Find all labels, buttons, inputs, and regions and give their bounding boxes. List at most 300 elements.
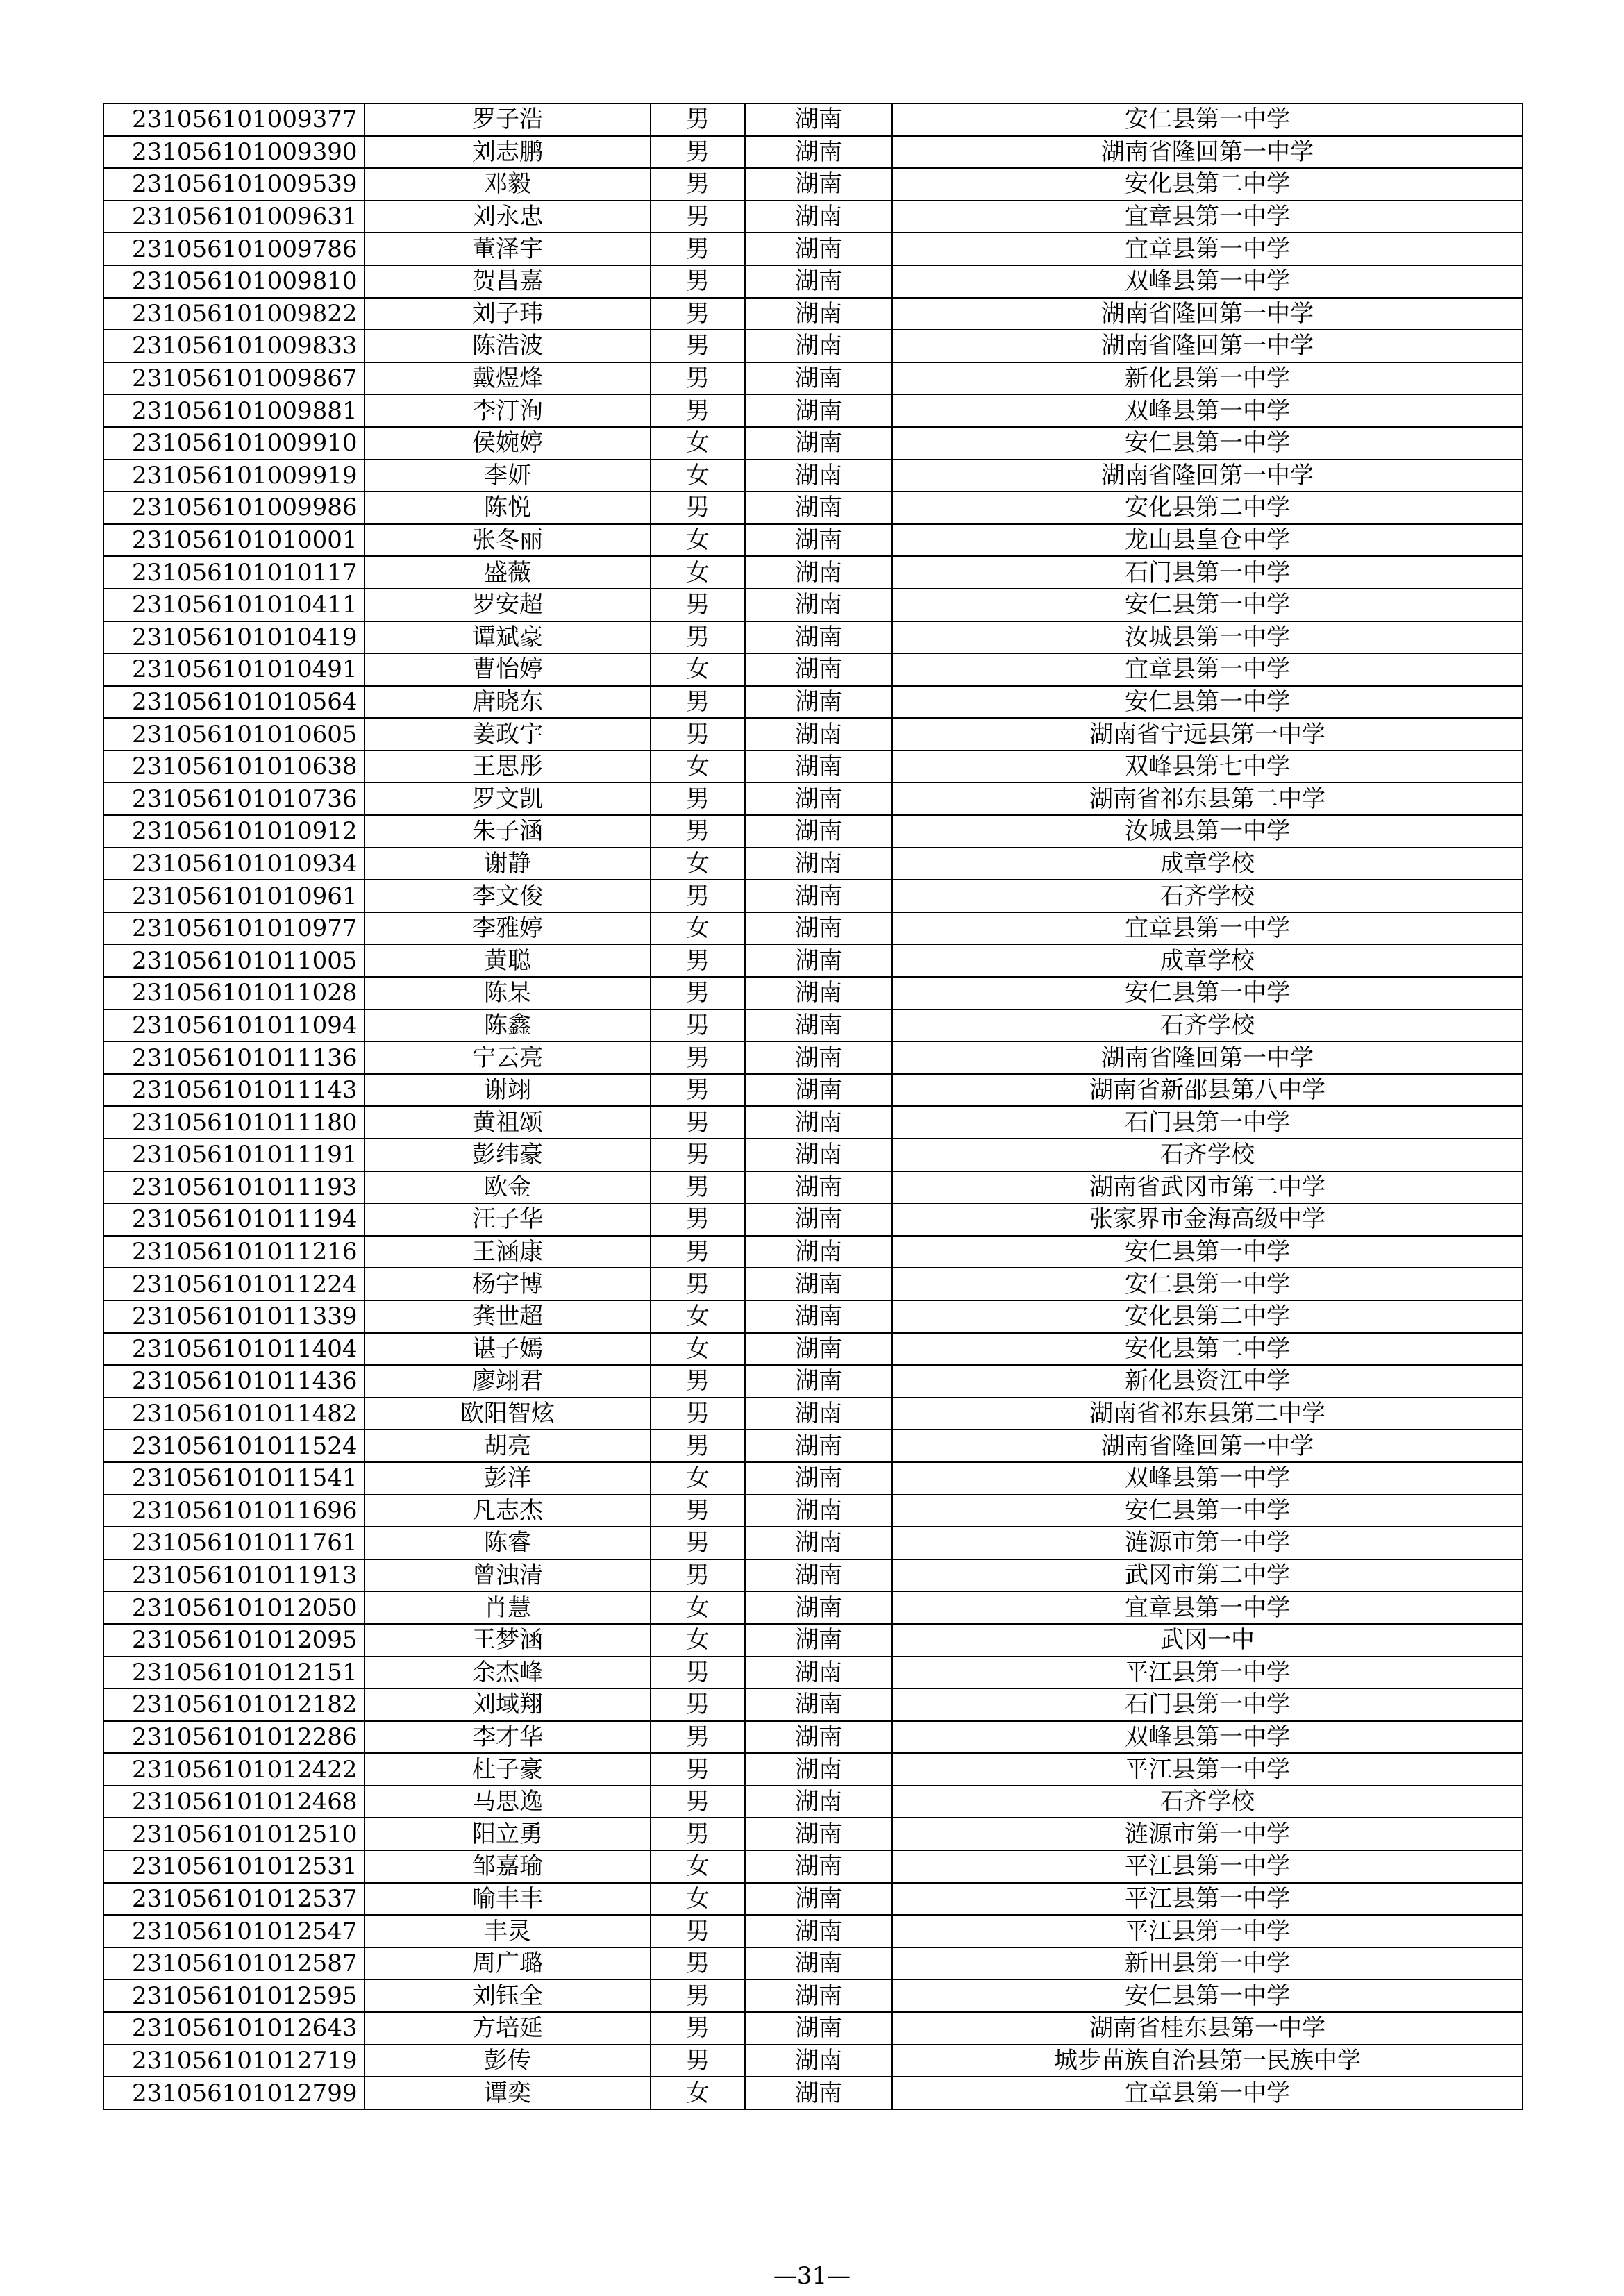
table-row: [103, 265, 1523, 298]
gender-cell: 女: [651, 460, 745, 492]
province-cell: 湖南: [745, 2012, 892, 2045]
table-row: [103, 751, 1523, 783]
province-cell: 湖南: [745, 2045, 892, 2077]
province-cell: 湖南: [745, 1689, 892, 1721]
candidate-id-cell: 231056101010564: [103, 686, 365, 719]
candidate-id-cell: 231056101012151: [103, 1657, 365, 1689]
school-cell: 安仁县第一中学: [892, 589, 1523, 621]
table-row: [103, 1979, 1523, 2012]
candidate-id-cell: 231056101009390: [103, 136, 365, 169]
school-cell: 成章学校: [892, 848, 1523, 880]
school-cell: 宜章县第一中学: [892, 912, 1523, 945]
school-cell: 湖南省隆回第一中学: [892, 1430, 1523, 1462]
student-name-cell: 陈悦: [365, 492, 651, 524]
province-cell: 湖南: [745, 1333, 892, 1366]
province-cell: 湖南: [745, 1300, 892, 1333]
candidate-id-cell: 231056101012531: [103, 1850, 365, 1883]
school-cell: 安仁县第一中学: [892, 1236, 1523, 1268]
province-cell: 湖南: [745, 1495, 892, 1527]
province-cell: 湖南: [745, 1139, 892, 1171]
school-cell: 湖南省桂东县第一中学: [892, 2012, 1523, 2045]
roster-table: [103, 103, 1523, 2110]
school-cell: 石齐学校: [892, 1786, 1523, 1818]
student-name-cell: 陈鑫: [365, 1009, 651, 1042]
table-row: [103, 912, 1523, 945]
student-name-cell: 李汀洵: [365, 394, 651, 427]
table-row: [103, 556, 1523, 589]
student-name-cell: 姜政宇: [365, 718, 651, 751]
table-row: [103, 1106, 1523, 1139]
student-name-cell: 曹怡婷: [365, 653, 651, 686]
table-row: [103, 718, 1523, 751]
student-name-cell: 马思逸: [365, 1786, 651, 1818]
candidate-id-cell: 231056101012799: [103, 2077, 365, 2109]
candidate-id-cell: 231056101009786: [103, 233, 365, 265]
gender-cell: 女: [651, 1624, 745, 1657]
table-row: [103, 1333, 1523, 1366]
province-cell: 湖南: [745, 1591, 892, 1624]
table-row: [103, 848, 1523, 880]
candidate-id-cell: 231056101011194: [103, 1203, 365, 1236]
student-name-cell: 李妍: [365, 460, 651, 492]
school-cell: 湖南省祁东县第二中学: [892, 1398, 1523, 1430]
student-name-cell: 宁云亮: [365, 1041, 651, 1074]
gender-cell: 男: [651, 1236, 745, 1268]
table-row: [103, 1171, 1523, 1204]
student-name-cell: 刘域翔: [365, 1689, 651, 1721]
province-cell: 湖南: [745, 1074, 892, 1107]
candidate-id-cell: 231056101009833: [103, 330, 365, 362]
student-name-cell: 王梦涵: [365, 1624, 651, 1657]
student-name-cell: 凡志杰: [365, 1495, 651, 1527]
school-cell: 安仁县第一中学: [892, 686, 1523, 719]
table-row: [103, 1527, 1523, 1559]
candidate-id-cell: 231056101010419: [103, 621, 365, 654]
candidate-id-cell: 231056101010491: [103, 653, 365, 686]
province-cell: 湖南: [745, 1657, 892, 1689]
school-cell: 成章学校: [892, 944, 1523, 977]
student-name-cell: 邓毅: [365, 168, 651, 201]
candidate-id-cell: 231056101010001: [103, 524, 365, 557]
table-row: [103, 168, 1523, 201]
candidate-id-cell: 231056101009867: [103, 362, 365, 395]
province-cell: 湖南: [745, 298, 892, 330]
table-row: [103, 201, 1523, 233]
gender-cell: 女: [651, 427, 745, 460]
student-name-cell: 周广璐: [365, 1947, 651, 1980]
table-row: [103, 427, 1523, 460]
school-cell: 汝城县第一中学: [892, 815, 1523, 848]
candidate-id-cell: 231056101011696: [103, 1495, 365, 1527]
candidate-id-cell: 231056101009631: [103, 201, 365, 233]
school-cell: 城步苗族自治县第一民族中学: [892, 2045, 1523, 2077]
province-cell: 湖南: [745, 1106, 892, 1139]
province-cell: 湖南: [745, 944, 892, 977]
province-cell: 湖南: [745, 1527, 892, 1559]
school-cell: 湖南省隆回第一中学: [892, 1041, 1523, 1074]
province-cell: 湖南: [745, 751, 892, 783]
candidate-id-cell: 231056101010117: [103, 556, 365, 589]
province-cell: 湖南: [745, 1430, 892, 1462]
candidate-id-cell: 231056101009986: [103, 492, 365, 524]
table-row: [103, 944, 1523, 977]
province-cell: 湖南: [745, 1979, 892, 2012]
table-row: [103, 1365, 1523, 1398]
table-row: [103, 330, 1523, 362]
school-cell: 石门县第一中学: [892, 1106, 1523, 1139]
gender-cell: 女: [651, 751, 745, 783]
table-row: [103, 1591, 1523, 1624]
gender-cell: 女: [651, 1300, 745, 1333]
student-name-cell: 唐晓东: [365, 686, 651, 719]
school-cell: 宜章县第一中学: [892, 1591, 1523, 1624]
candidate-id-cell: 231056101012422: [103, 1753, 365, 1786]
school-cell: 石齐学校: [892, 1009, 1523, 1042]
candidate-id-cell: 231056101010638: [103, 751, 365, 783]
candidate-id-cell: 231056101010605: [103, 718, 365, 751]
gender-cell: 男: [651, 1818, 745, 1850]
school-cell: 武冈一中: [892, 1624, 1523, 1657]
school-cell: 安仁县第一中学: [892, 1979, 1523, 2012]
gender-cell: 男: [651, 1074, 745, 1107]
gender-cell: 女: [651, 1462, 745, 1495]
province-cell: 湖南: [745, 912, 892, 945]
school-cell: 湖南省祁东县第二中学: [892, 782, 1523, 815]
candidate-id-cell: 231056101012286: [103, 1721, 365, 1754]
province-cell: 湖南: [745, 621, 892, 654]
student-name-cell: 罗文凯: [365, 782, 651, 815]
school-cell: 湖南省隆回第一中学: [892, 298, 1523, 330]
student-name-cell: 陈睿: [365, 1527, 651, 1559]
student-name-cell: 邹嘉瑜: [365, 1850, 651, 1883]
gender-cell: 女: [651, 1333, 745, 1366]
province-cell: 湖南: [745, 103, 892, 136]
candidate-id-cell: 231056101011180: [103, 1106, 365, 1139]
candidate-id-cell: 231056101011143: [103, 1074, 365, 1107]
gender-cell: 男: [651, 686, 745, 719]
gender-cell: 男: [651, 621, 745, 654]
gender-cell: 男: [651, 1398, 745, 1430]
gender-cell: 男: [651, 330, 745, 362]
gender-cell: 男: [651, 1430, 745, 1462]
student-name-cell: 李雅婷: [365, 912, 651, 945]
school-cell: 湖南省武冈市第二中学: [892, 1171, 1523, 1204]
table-row: [103, 1268, 1523, 1300]
student-name-cell: 李文俊: [365, 880, 651, 912]
candidate-id-cell: 231056101011761: [103, 1527, 365, 1559]
candidate-id-cell: 231056101010411: [103, 589, 365, 621]
gender-cell: 男: [651, 492, 745, 524]
table-row: [103, 2012, 1523, 2045]
student-name-cell: 王思彤: [365, 751, 651, 783]
student-name-cell: 谢静: [365, 848, 651, 880]
gender-cell: 男: [651, 944, 745, 977]
gender-cell: 男: [651, 1657, 745, 1689]
student-name-cell: 喻丰丰: [365, 1883, 651, 1916]
gender-cell: 女: [651, 1850, 745, 1883]
school-cell: 宜章县第一中学: [892, 653, 1523, 686]
table-row: [103, 1074, 1523, 1107]
gender-cell: 男: [651, 136, 745, 169]
student-name-cell: 谢翊: [365, 1074, 651, 1107]
province-cell: 湖南: [745, 265, 892, 298]
gender-cell: 男: [651, 1203, 745, 1236]
candidate-id-cell: 231056101012587: [103, 1947, 365, 1980]
table-row: [103, 394, 1523, 427]
student-name-cell: 王涵康: [365, 1236, 651, 1268]
province-cell: 湖南: [745, 1850, 892, 1883]
table-row: [103, 2045, 1523, 2077]
province-cell: 湖南: [745, 394, 892, 427]
student-name-cell: 罗安超: [365, 589, 651, 621]
candidate-id-cell: 231056101011913: [103, 1559, 365, 1592]
table-row: [103, 653, 1523, 686]
student-name-cell: 侯婉婷: [365, 427, 651, 460]
table-row: [103, 136, 1523, 169]
table-row: [103, 1009, 1523, 1042]
gender-cell: 女: [651, 1591, 745, 1624]
province-cell: 湖南: [745, 201, 892, 233]
school-cell: 双峰县第一中学: [892, 1721, 1523, 1754]
candidate-id-cell: 231056101012547: [103, 1915, 365, 1947]
student-name-cell: 谭斌豪: [365, 621, 651, 654]
school-cell: 湖南省隆回第一中学: [892, 136, 1523, 169]
province-cell: 湖南: [745, 1009, 892, 1042]
candidate-id-cell: 231056101011005: [103, 944, 365, 977]
table-row: [103, 1462, 1523, 1495]
table-row: [103, 1657, 1523, 1689]
province-cell: 湖南: [745, 977, 892, 1009]
province-cell: 湖南: [745, 2077, 892, 2109]
province-cell: 湖南: [745, 460, 892, 492]
gender-cell: 男: [651, 103, 745, 136]
school-cell: 新化县第一中学: [892, 362, 1523, 395]
province-cell: 湖南: [745, 1883, 892, 1916]
student-name-cell: 罗子浩: [365, 103, 651, 136]
gender-cell: 男: [651, 1689, 745, 1721]
province-cell: 湖南: [745, 782, 892, 815]
student-name-cell: 张冬丽: [365, 524, 651, 557]
table-row: [103, 1786, 1523, 1818]
province-cell: 湖南: [745, 848, 892, 880]
student-name-cell: 陈浩波: [365, 330, 651, 362]
table-row: [103, 1947, 1523, 1980]
gender-cell: 男: [651, 1753, 745, 1786]
table-row: [103, 977, 1523, 1009]
school-cell: 石齐学校: [892, 880, 1523, 912]
candidate-id-cell: 231056101012510: [103, 1818, 365, 1850]
province-cell: 湖南: [745, 330, 892, 362]
gender-cell: 男: [651, 782, 745, 815]
province-cell: 湖南: [745, 1915, 892, 1947]
candidate-id-cell: 231056101011136: [103, 1041, 365, 1074]
student-name-cell: 杜子豪: [365, 1753, 651, 1786]
gender-cell: 女: [651, 556, 745, 589]
candidate-id-cell: 231056101011482: [103, 1398, 365, 1430]
school-cell: 双峰县第七中学: [892, 751, 1523, 783]
candidate-id-cell: 231056101009881: [103, 394, 365, 427]
student-name-cell: 刘钰全: [365, 1979, 651, 2012]
student-name-cell: 谌子嫣: [365, 1333, 651, 1366]
table-row: [103, 782, 1523, 815]
student-name-cell: 彭纬豪: [365, 1139, 651, 1171]
candidate-id-cell: 231056101011028: [103, 977, 365, 1009]
province-cell: 湖南: [745, 1398, 892, 1430]
table-row: [103, 1300, 1523, 1333]
gender-cell: 男: [651, 2012, 745, 2045]
candidate-id-cell: 231056101009539: [103, 168, 365, 201]
table-row: [103, 1721, 1523, 1754]
table-row: [103, 621, 1523, 654]
school-cell: 龙山县皇仓中学: [892, 524, 1523, 557]
school-cell: 宜章县第一中学: [892, 201, 1523, 233]
student-name-cell: 刘志鹏: [365, 136, 651, 169]
school-cell: 新化县资江中学: [892, 1365, 1523, 1398]
table-row: [103, 1495, 1523, 1527]
candidate-id-cell: 231056101012537: [103, 1883, 365, 1916]
province-cell: 湖南: [745, 718, 892, 751]
table-row: [103, 1883, 1523, 1916]
student-name-cell: 龚世超: [365, 1300, 651, 1333]
gender-cell: 男: [651, 1365, 745, 1398]
table-row: [103, 298, 1523, 330]
student-name-cell: 陈杲: [365, 977, 651, 1009]
gender-cell: 男: [651, 1268, 745, 1300]
roster-body: [103, 103, 1523, 2109]
candidate-id-cell: 231056101011191: [103, 1139, 365, 1171]
student-name-cell: 方培延: [365, 2012, 651, 2045]
candidate-id-cell: 231056101012050: [103, 1591, 365, 1624]
province-cell: 湖南: [745, 556, 892, 589]
table-row: [103, 1818, 1523, 1850]
gender-cell: 男: [651, 265, 745, 298]
gender-cell: 男: [651, 362, 745, 395]
table-row: [103, 1850, 1523, 1883]
gender-cell: 男: [651, 1559, 745, 1592]
gender-cell: 男: [651, 1139, 745, 1171]
candidate-id-cell: 231056101009822: [103, 298, 365, 330]
gender-cell: 男: [651, 589, 745, 621]
table-row: [103, 1203, 1523, 1236]
province-cell: 湖南: [745, 136, 892, 169]
student-name-cell: 刘永忠: [365, 201, 651, 233]
candidate-id-cell: 231056101010934: [103, 848, 365, 880]
table-row: [103, 460, 1523, 492]
gender-cell: 男: [651, 815, 745, 848]
student-name-cell: 汪子华: [365, 1203, 651, 1236]
candidate-id-cell: 231056101011524: [103, 1430, 365, 1462]
province-cell: 湖南: [745, 880, 892, 912]
province-cell: 湖南: [745, 233, 892, 265]
candidate-id-cell: 231056101011436: [103, 1365, 365, 1398]
province-cell: 湖南: [745, 815, 892, 848]
candidate-id-cell: 231056101011216: [103, 1236, 365, 1268]
candidate-id-cell: 231056101009919: [103, 460, 365, 492]
province-cell: 湖南: [745, 1721, 892, 1754]
gender-cell: 男: [651, 1915, 745, 1947]
student-name-cell: 彭洋: [365, 1462, 651, 1495]
gender-cell: 男: [651, 1527, 745, 1559]
province-cell: 湖南: [745, 589, 892, 621]
school-cell: 涟源市第一中学: [892, 1818, 1523, 1850]
page-number: —31—: [773, 2262, 851, 2290]
gender-cell: 女: [651, 2077, 745, 2109]
student-name-cell: 黄祖颂: [365, 1106, 651, 1139]
student-name-cell: 戴煜烽: [365, 362, 651, 395]
gender-cell: 男: [651, 977, 745, 1009]
province-cell: 湖南: [745, 1947, 892, 1980]
province-cell: 湖南: [745, 1818, 892, 1850]
table-row: [103, 103, 1523, 136]
school-cell: 湖南省宁远县第一中学: [892, 718, 1523, 751]
school-cell: 湖南省隆回第一中学: [892, 330, 1523, 362]
candidate-id-cell: 231056101010912: [103, 815, 365, 848]
province-cell: 湖南: [745, 653, 892, 686]
gender-cell: 男: [651, 168, 745, 201]
gender-cell: 男: [651, 1041, 745, 1074]
school-cell: 双峰县第一中学: [892, 265, 1523, 298]
student-name-cell: 欧阳智炫: [365, 1398, 651, 1430]
school-cell: 涟源市第一中学: [892, 1527, 1523, 1559]
candidate-id-cell: 231056101011339: [103, 1300, 365, 1333]
candidate-id-cell: 231056101009377: [103, 103, 365, 136]
school-cell: 石门县第一中学: [892, 1689, 1523, 1721]
school-cell: 武冈市第二中学: [892, 1559, 1523, 1592]
province-cell: 湖南: [745, 1753, 892, 1786]
table-row: [103, 880, 1523, 912]
school-cell: 汝城县第一中学: [892, 621, 1523, 654]
student-name-cell: 彭传: [365, 2045, 651, 2077]
table-row: [103, 233, 1523, 265]
table-row: [103, 492, 1523, 524]
gender-cell: 男: [651, 394, 745, 427]
table-row: [103, 1139, 1523, 1171]
gender-cell: 男: [651, 2045, 745, 2077]
school-cell: 双峰县第一中学: [892, 394, 1523, 427]
province-cell: 湖南: [745, 1203, 892, 1236]
table-row: [103, 1689, 1523, 1721]
candidate-id-cell: 231056101010977: [103, 912, 365, 945]
candidate-id-cell: 231056101009910: [103, 427, 365, 460]
student-name-cell: 朱子涵: [365, 815, 651, 848]
province-cell: 湖南: [745, 1786, 892, 1818]
candidate-id-cell: 231056101011541: [103, 1462, 365, 1495]
school-cell: 平江县第一中学: [892, 1753, 1523, 1786]
gender-cell: 男: [651, 1947, 745, 1980]
table-row: [103, 524, 1523, 557]
province-cell: 湖南: [745, 686, 892, 719]
school-cell: 安仁县第一中学: [892, 427, 1523, 460]
gender-cell: 男: [651, 1495, 745, 1527]
province-cell: 湖南: [745, 1462, 892, 1495]
school-cell: 宜章县第一中学: [892, 233, 1523, 265]
school-cell: 宜章县第一中学: [892, 2077, 1523, 2109]
table-row: [103, 1041, 1523, 1074]
candidate-id-cell: 231056101011224: [103, 1268, 365, 1300]
school-cell: 新田县第一中学: [892, 1947, 1523, 1980]
school-cell: 张家界市金海高级中学: [892, 1203, 1523, 1236]
student-name-cell: 黄聪: [365, 944, 651, 977]
province-cell: 湖南: [745, 427, 892, 460]
student-name-cell: 杨宇博: [365, 1268, 651, 1300]
province-cell: 湖南: [745, 362, 892, 395]
school-cell: 安化县第二中学: [892, 1300, 1523, 1333]
candidate-id-cell: 231056101012719: [103, 2045, 365, 2077]
gender-cell: 男: [651, 1979, 745, 2012]
table-row: [103, 1753, 1523, 1786]
table-row: [103, 1559, 1523, 1592]
candidate-id-cell: 231056101012595: [103, 1979, 365, 2012]
